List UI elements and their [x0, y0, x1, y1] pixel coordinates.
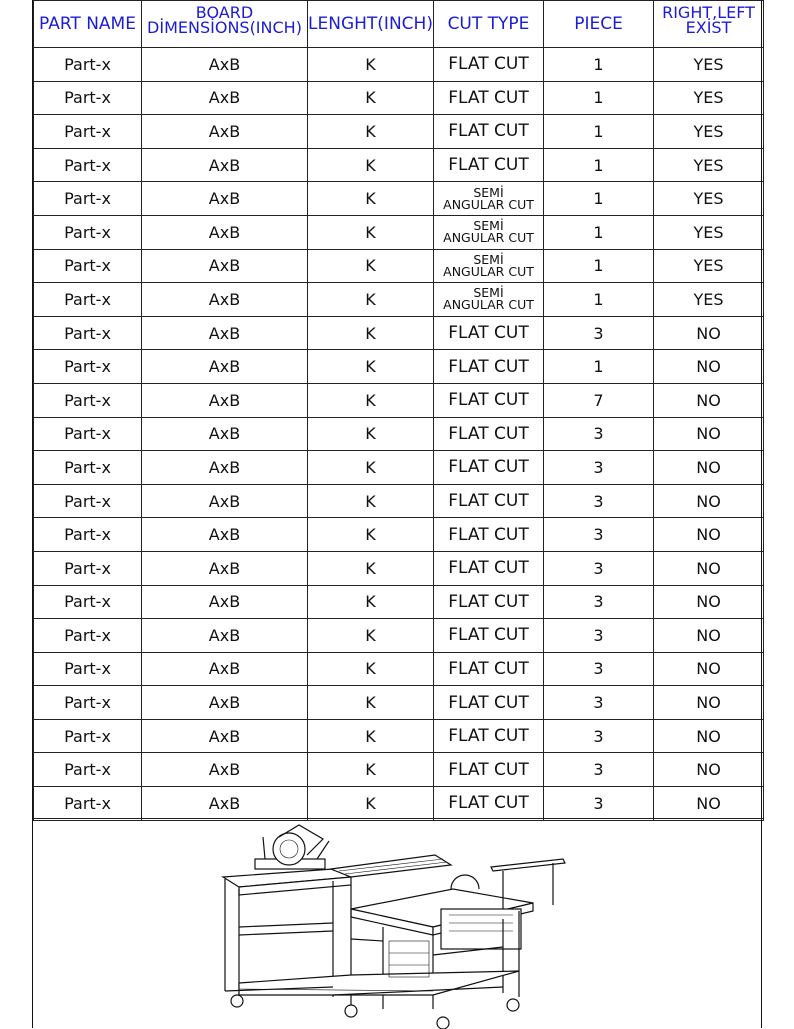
- header-cut-type: CUT TYPE: [434, 1, 544, 48]
- cell-length: K: [308, 48, 434, 82]
- cell-piece: 3: [544, 719, 654, 753]
- cell-right-left-exist: NO: [654, 451, 764, 485]
- workbench-drawing-panel: [33, 818, 763, 1029]
- cell-cut-type: FLAT CUT: [434, 753, 544, 787]
- cut-type-line2: ANGULAR CUT: [443, 263, 534, 279]
- cell-board-dimensions: AxB: [142, 585, 308, 619]
- cell-part-name: Part-x: [34, 115, 142, 149]
- cell-cut-type: [434, 182, 544, 216]
- cell-board-dimensions: AxB: [142, 383, 308, 417]
- cell-part-name: Part-x: [34, 686, 142, 720]
- cell-part-name: Part-x: [34, 787, 142, 821]
- cell-cut-type: FLAT CUT: [434, 350, 544, 384]
- cell-right-left-exist: NO: [654, 652, 764, 686]
- cell-board-dimensions: AxB: [142, 787, 308, 821]
- cell-part-name: Part-x: [34, 148, 142, 182]
- table-row: [34, 719, 764, 753]
- cell-length: K: [308, 551, 434, 585]
- table-row: [34, 585, 764, 619]
- cell-right-left-exist: NO: [654, 719, 764, 753]
- cell-piece: 3: [544, 585, 654, 619]
- cell-piece: 3: [544, 686, 654, 720]
- cell-piece: 1: [544, 81, 654, 115]
- cell-part-name: Part-x: [34, 283, 142, 317]
- table-row: [34, 787, 764, 821]
- cell-part-name: Part-x: [34, 316, 142, 350]
- cell-board-dimensions: AxB: [142, 451, 308, 485]
- cell-part-name: Part-x: [34, 215, 142, 249]
- cut-type-line1: SEMİ: [473, 184, 504, 200]
- cell-piece: 3: [544, 753, 654, 787]
- cell-cut-type: FLAT CUT: [434, 383, 544, 417]
- table-row: [34, 182, 764, 216]
- cell-length: K: [308, 753, 434, 787]
- cell-piece: 3: [544, 652, 654, 686]
- table-row: [34, 753, 764, 787]
- cell-cut-type: [434, 215, 544, 249]
- cut-type-line1: SEMİ: [473, 285, 504, 301]
- cell-cut-type: FLAT CUT: [434, 148, 544, 182]
- cell-cut-type: FLAT CUT: [434, 518, 544, 552]
- cell-length: K: [308, 383, 434, 417]
- cell-cut-type: FLAT CUT: [434, 451, 544, 485]
- cell-piece: 3: [544, 551, 654, 585]
- table-row: [34, 383, 764, 417]
- cell-length: K: [308, 652, 434, 686]
- cell-right-left-exist: NO: [654, 787, 764, 821]
- cell-board-dimensions: AxB: [142, 686, 308, 720]
- cell-part-name: Part-x: [34, 451, 142, 485]
- cell-board-dimensions: AxB: [142, 350, 308, 384]
- table-row: [34, 215, 764, 249]
- cell-piece: 7: [544, 383, 654, 417]
- header-rl-line1: RIGHT,LEFT: [662, 3, 755, 22]
- cell-cut-type: [434, 249, 544, 283]
- cell-length: K: [308, 719, 434, 753]
- cell-right-left-exist: YES: [654, 182, 764, 216]
- cell-length: K: [308, 350, 434, 384]
- table-row: [34, 316, 764, 350]
- cell-part-name: Part-x: [34, 753, 142, 787]
- cell-length: K: [308, 249, 434, 283]
- cell-right-left-exist: YES: [654, 215, 764, 249]
- cell-right-left-exist: YES: [654, 81, 764, 115]
- cut-type-line2: ANGULAR CUT: [443, 230, 534, 246]
- cell-part-name: Part-x: [34, 350, 142, 384]
- cell-piece: 1: [544, 48, 654, 82]
- cell-cut-type: FLAT CUT: [434, 585, 544, 619]
- table-row: [34, 417, 764, 451]
- cell-length: K: [308, 787, 434, 821]
- cell-right-left-exist: YES: [654, 249, 764, 283]
- table-row: [34, 484, 764, 518]
- cell-board-dimensions: AxB: [142, 48, 308, 82]
- cell-right-left-exist: NO: [654, 383, 764, 417]
- header-length: LENGHT(INCH): [308, 1, 434, 48]
- cell-cut-type: FLAT CUT: [434, 417, 544, 451]
- cell-right-left-exist: YES: [654, 148, 764, 182]
- cut-type-line1: SEMİ: [473, 218, 504, 234]
- cell-length: K: [308, 283, 434, 317]
- cell-part-name: Part-x: [34, 249, 142, 283]
- table-row: [34, 652, 764, 686]
- cell-right-left-exist: NO: [654, 686, 764, 720]
- cell-cut-type: FLAT CUT: [434, 81, 544, 115]
- cell-piece: 1: [544, 283, 654, 317]
- cut-type-line2: ANGULAR CUT: [443, 297, 534, 313]
- cell-right-left-exist: YES: [654, 283, 764, 317]
- cut-type-line1: SEMİ: [473, 251, 504, 267]
- cell-part-name: Part-x: [34, 719, 142, 753]
- cell-cut-type: FLAT CUT: [434, 48, 544, 82]
- cell-board-dimensions: AxB: [142, 619, 308, 653]
- cell-length: K: [308, 585, 434, 619]
- table-row: [34, 686, 764, 720]
- header-board-line1: BOARD: [195, 3, 254, 22]
- cell-part-name: Part-x: [34, 518, 142, 552]
- cell-board-dimensions: AxB: [142, 81, 308, 115]
- table-row: [34, 551, 764, 585]
- cell-part-name: Part-x: [34, 383, 142, 417]
- cell-right-left-exist: NO: [654, 619, 764, 653]
- cell-length: K: [308, 518, 434, 552]
- table-row: [34, 283, 764, 317]
- header-board-dimensions: [142, 1, 308, 48]
- table-row: [34, 249, 764, 283]
- cell-part-name: Part-x: [34, 417, 142, 451]
- cell-length: K: [308, 417, 434, 451]
- cell-length: K: [308, 81, 434, 115]
- cell-part-name: Part-x: [34, 585, 142, 619]
- cell-board-dimensions: AxB: [142, 316, 308, 350]
- cut-type-line2: ANGULAR CUT: [443, 196, 534, 212]
- cell-piece: 3: [544, 787, 654, 821]
- header-piece: PIECE: [544, 1, 654, 48]
- cell-length: K: [308, 316, 434, 350]
- table-row: [34, 350, 764, 384]
- cell-piece: 3: [544, 316, 654, 350]
- cell-piece: 1: [544, 148, 654, 182]
- cell-piece: 3: [544, 484, 654, 518]
- cell-board-dimensions: AxB: [142, 115, 308, 149]
- cell-piece: 3: [544, 619, 654, 653]
- cell-cut-type: FLAT CUT: [434, 787, 544, 821]
- cell-right-left-exist: NO: [654, 417, 764, 451]
- table-row: [34, 619, 764, 653]
- cell-part-name: Part-x: [34, 484, 142, 518]
- cell-part-name: Part-x: [34, 551, 142, 585]
- cell-board-dimensions: AxB: [142, 148, 308, 182]
- table-row: [34, 148, 764, 182]
- cell-length: K: [308, 451, 434, 485]
- cell-piece: 3: [544, 518, 654, 552]
- header-part-name: PART NAME: [34, 1, 142, 48]
- cell-piece: 1: [544, 249, 654, 283]
- cell-part-name: Part-x: [34, 182, 142, 216]
- cell-board-dimensions: AxB: [142, 484, 308, 518]
- cell-length: K: [308, 215, 434, 249]
- cell-right-left-exist: YES: [654, 115, 764, 149]
- header-right-left-exist: [654, 1, 764, 48]
- cell-piece: 3: [544, 451, 654, 485]
- cell-cut-type: FLAT CUT: [434, 719, 544, 753]
- cell-right-left-exist: YES: [654, 48, 764, 82]
- cell-length: K: [308, 484, 434, 518]
- cell-cut-type: FLAT CUT: [434, 652, 544, 686]
- table-row: [34, 115, 764, 149]
- header-row: [34, 1, 764, 48]
- cell-part-name: Part-x: [34, 81, 142, 115]
- cut-list-table: [33, 0, 764, 821]
- cell-part-name: Part-x: [34, 619, 142, 653]
- cell-cut-type: [434, 283, 544, 317]
- cell-piece: 1: [544, 350, 654, 384]
- cell-part-name: Part-x: [34, 48, 142, 82]
- cell-cut-type: FLAT CUT: [434, 316, 544, 350]
- cell-part-name: Part-x: [34, 652, 142, 686]
- table-row: [34, 518, 764, 552]
- cell-cut-type: FLAT CUT: [434, 619, 544, 653]
- cell-piece: 1: [544, 115, 654, 149]
- cell-length: K: [308, 619, 434, 653]
- cell-board-dimensions: AxB: [142, 719, 308, 753]
- cell-length: K: [308, 148, 434, 182]
- cell-board-dimensions: AxB: [142, 283, 308, 317]
- header-rl-line2: EXİST: [685, 18, 732, 37]
- cell-piece: 1: [544, 182, 654, 216]
- cell-board-dimensions: AxB: [142, 753, 308, 787]
- cell-right-left-exist: NO: [654, 484, 764, 518]
- cell-board-dimensions: AxB: [142, 249, 308, 283]
- cell-board-dimensions: AxB: [142, 518, 308, 552]
- cell-board-dimensions: AxB: [142, 652, 308, 686]
- cell-right-left-exist: NO: [654, 518, 764, 552]
- cell-board-dimensions: AxB: [142, 182, 308, 216]
- cell-piece: 1: [544, 215, 654, 249]
- cell-length: K: [308, 182, 434, 216]
- cell-right-left-exist: NO: [654, 350, 764, 384]
- miter-saw-table-saw-workbench-icon: [33, 819, 763, 1029]
- cell-cut-type: FLAT CUT: [434, 484, 544, 518]
- cell-right-left-exist: NO: [654, 753, 764, 787]
- cell-cut-type: FLAT CUT: [434, 551, 544, 585]
- cell-board-dimensions: AxB: [142, 551, 308, 585]
- table-row: [34, 451, 764, 485]
- cell-length: K: [308, 686, 434, 720]
- cell-cut-type: FLAT CUT: [434, 686, 544, 720]
- cell-right-left-exist: NO: [654, 585, 764, 619]
- cell-right-left-exist: NO: [654, 551, 764, 585]
- cut-list-sheet: [32, 0, 762, 1028]
- cell-board-dimensions: AxB: [142, 417, 308, 451]
- table-row: [34, 81, 764, 115]
- cell-piece: 3: [544, 417, 654, 451]
- header-board-line2: DİMENSİONS(INCH): [147, 18, 302, 37]
- cell-length: K: [308, 115, 434, 149]
- cell-cut-type: FLAT CUT: [434, 115, 544, 149]
- table-row: [34, 48, 764, 82]
- cell-board-dimensions: AxB: [142, 215, 308, 249]
- cell-right-left-exist: NO: [654, 316, 764, 350]
